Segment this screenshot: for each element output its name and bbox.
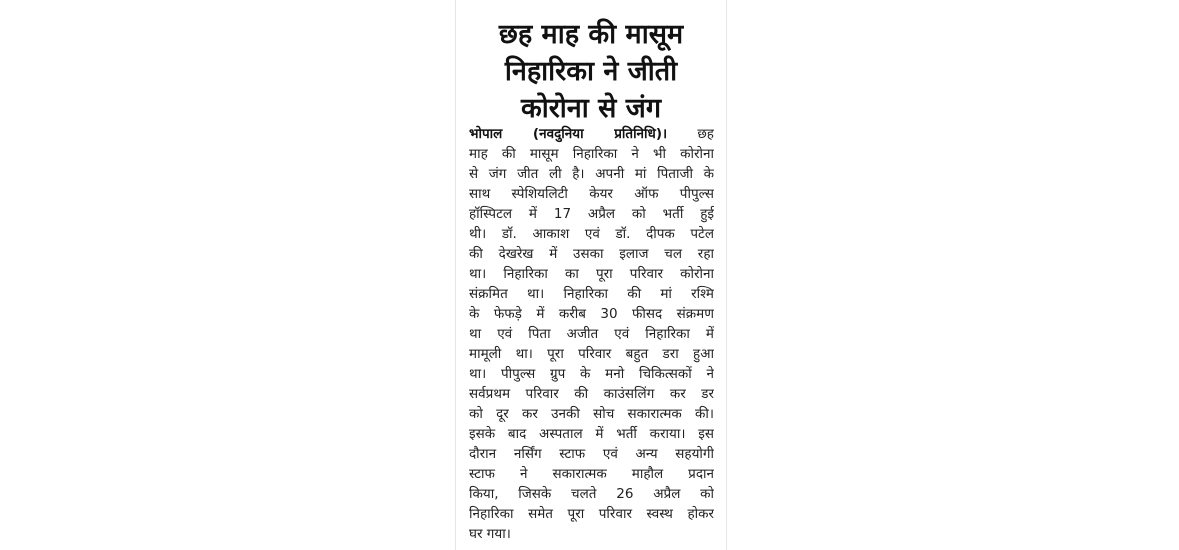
body-line: दौरान नर्सिंग स्टाफ एवं अन्य सहयोगी (469, 446, 714, 462)
body-line: थी। डॉ. आकाश एवं डॉ. दीपक पटेल (469, 226, 714, 242)
dateline: भोपाल (नवदुनिया प्रतिनिधि)। (469, 126, 668, 142)
body-line: मामूली था। पूरा परिवार बहुत डरा हुआ (469, 346, 714, 362)
article-body (469, 124, 714, 544)
body-line: सर्वप्रथम परिवार की काउंसलिंग कर डर (469, 386, 714, 402)
headline-line: छह माह की मासूम (498, 19, 684, 50)
article-headline (456, 16, 726, 127)
body-line: किया, जिसके चलते 26 अप्रैल को (469, 486, 714, 502)
body-line-first (469, 124, 714, 144)
body-line: स्टाफ ने सकारात्मक माहौल प्रदान (469, 466, 714, 482)
body-line: घर गया। (469, 526, 511, 542)
body-line: की देखरेख में उसका इलाज चल रहा (469, 246, 714, 262)
body-line: इसके बाद अस्पताल में भर्ती कराया। इस (469, 426, 714, 442)
body-line: साथ स्पेशियलिटी केयर ऑफ पीपुल्स (469, 186, 714, 202)
body-line: हॉस्पिटल में 17 अप्रैल को भर्ती हुई (469, 206, 714, 222)
headline-line: निहारिका ने जीती (504, 56, 678, 87)
body-line: था। निहारिका का पूरा परिवार कोरोना (469, 266, 714, 282)
body-line: संक्रमित था। निहारिका की मां रश्मि (469, 286, 714, 302)
body-line: को दूर कर उनकी सोच सकारात्मक की। (469, 406, 714, 422)
body-line: था। पीपुल्स ग्रुप के मनो चिकित्सकों ने (469, 366, 714, 382)
body-line: निहारिका समेत पूरा परिवार स्वस्थ होकर (469, 506, 714, 522)
news-clipping (455, 0, 727, 550)
body-line: था एवं पिता अजीत एवं निहारिका में (469, 326, 714, 342)
body-line-text: छह (667, 126, 714, 142)
headline-line: कोरोना से जंग (520, 93, 662, 124)
body-line: से जंग जीत ली है। अपनी मां पिताजी के (469, 166, 714, 182)
body-line: के फेफड़े में करीब 30 फीसद संक्रमण (469, 306, 714, 322)
body-line: माह की मासूम निहारिका ने भी कोरोना (469, 146, 714, 162)
